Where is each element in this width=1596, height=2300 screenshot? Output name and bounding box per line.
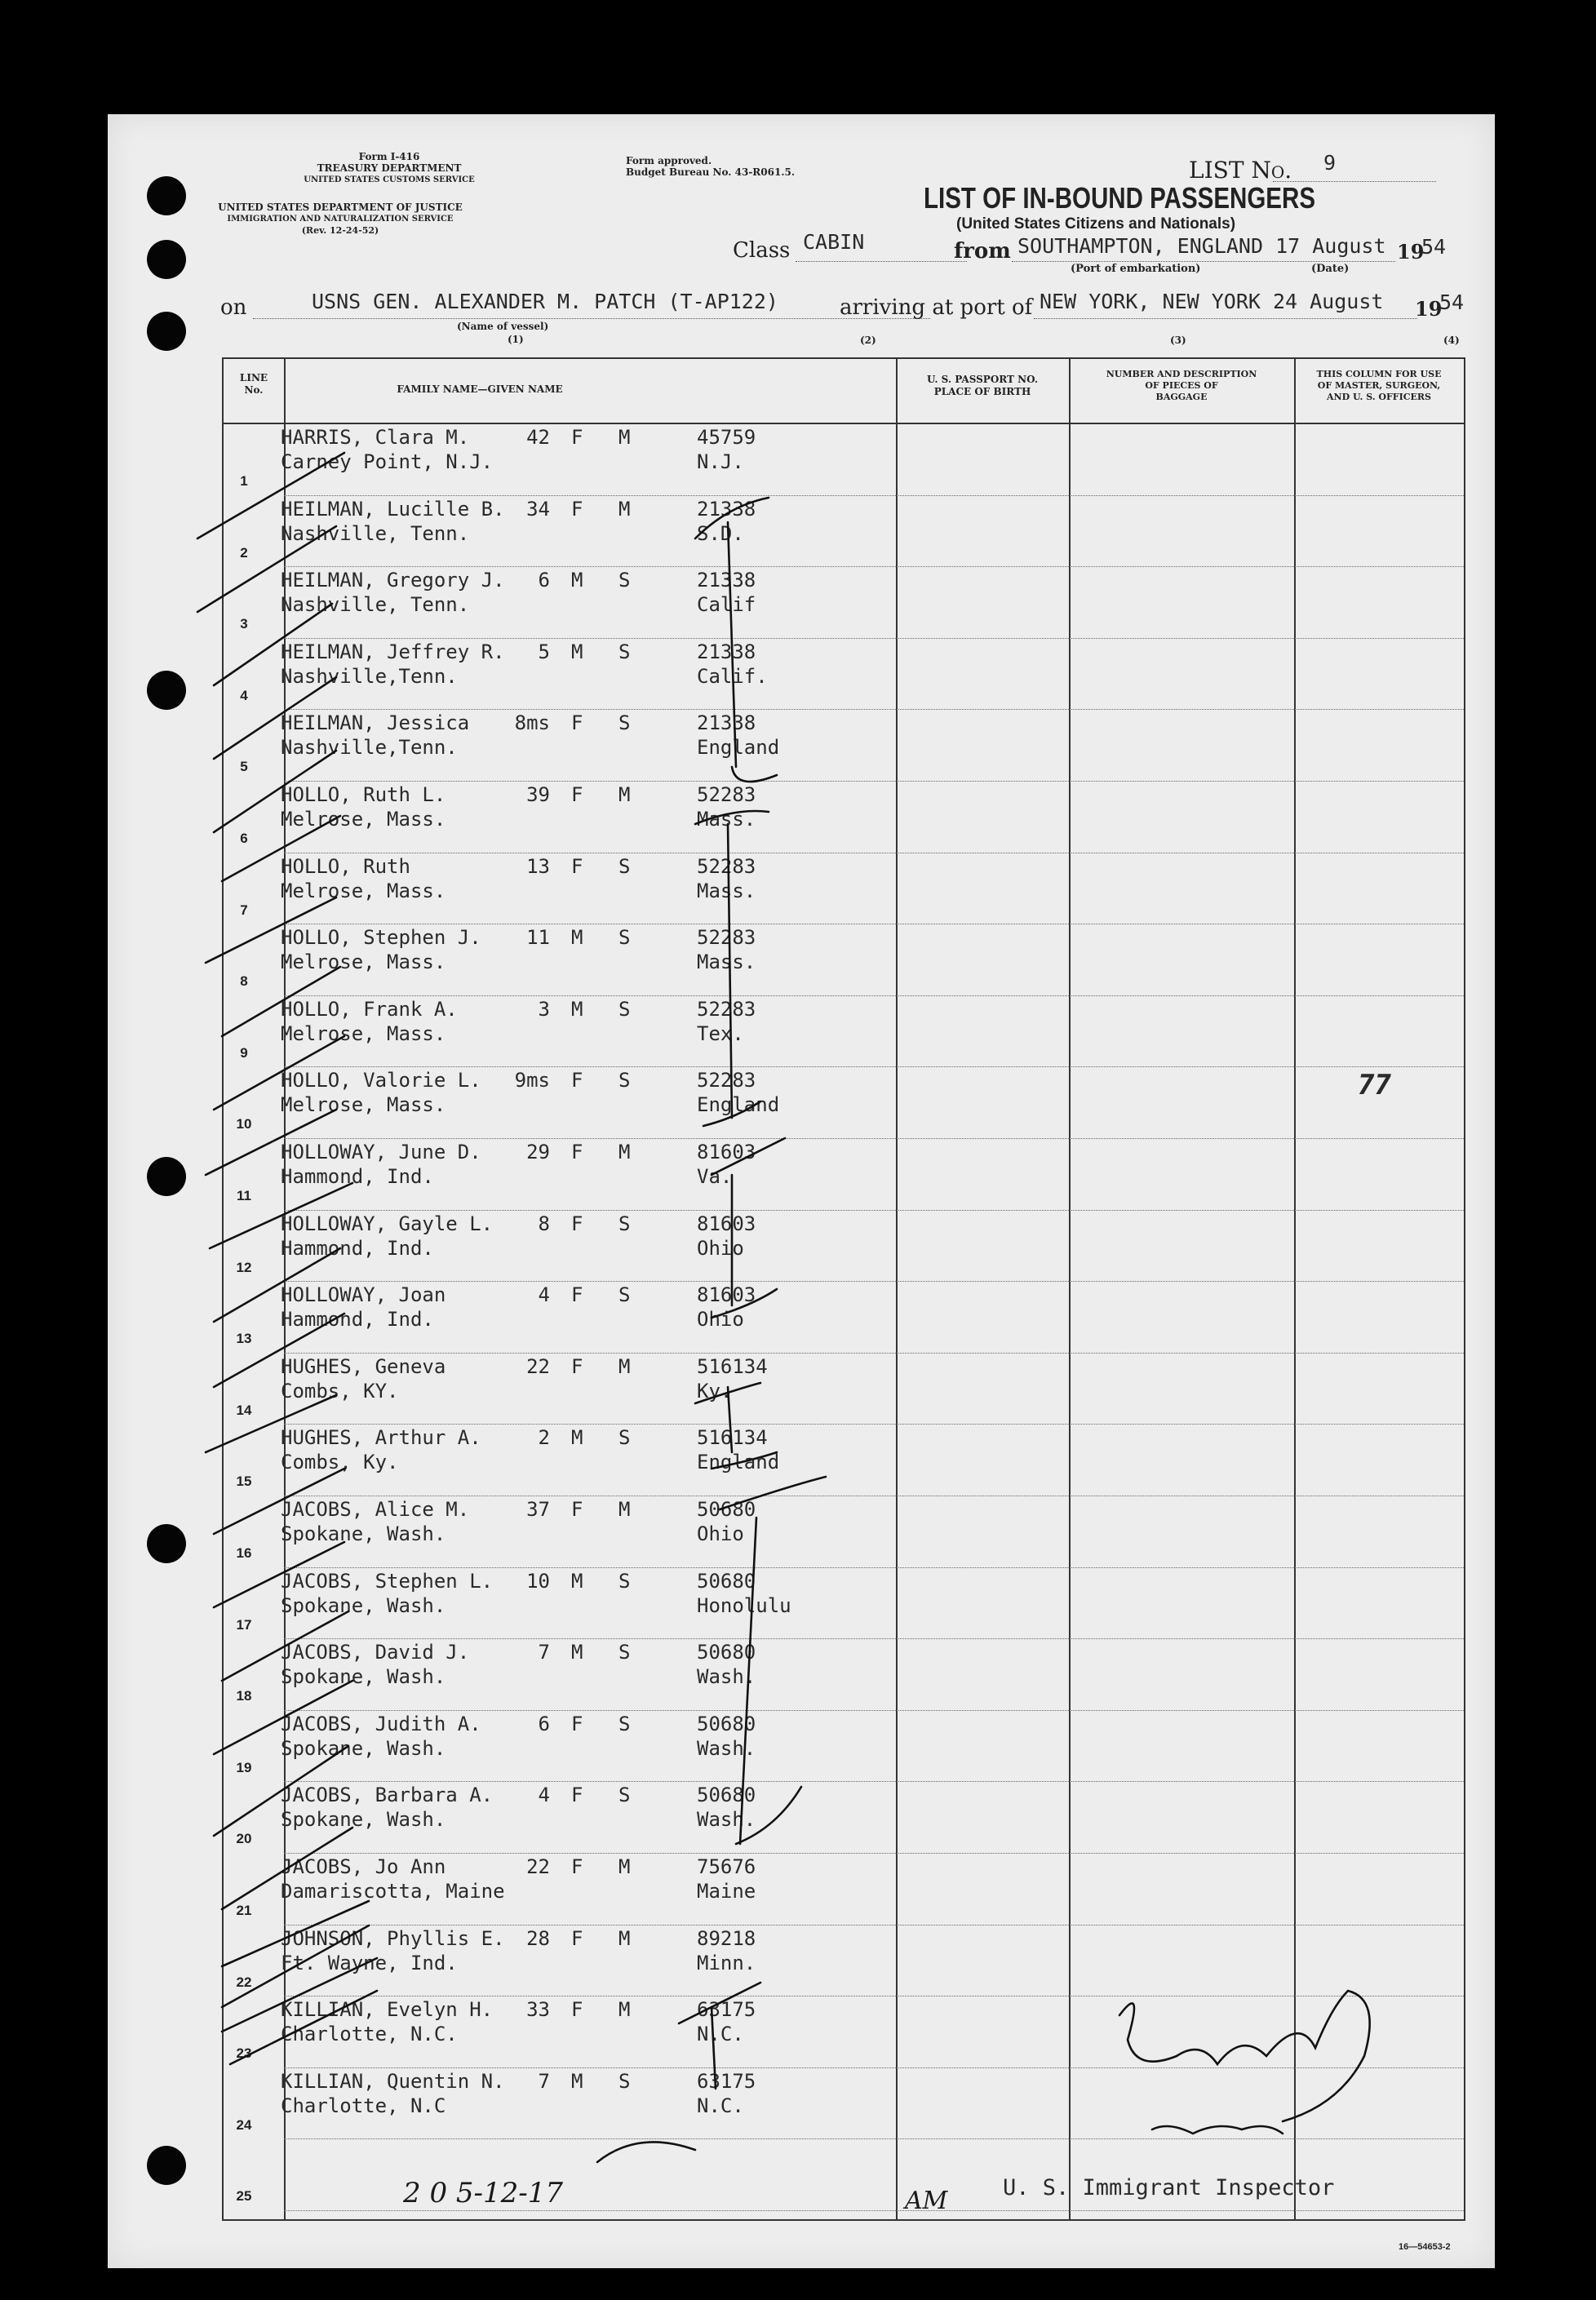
passenger-age: 11 (526, 926, 550, 950)
passenger-name: HOLLO, Ruth L. (281, 783, 446, 806)
passenger-age: 9ms (514, 1069, 550, 1092)
passenger-residence: Hammond, Ind. (281, 1308, 434, 1332)
line-number: 21 (236, 1903, 252, 1918)
passenger-name: KILLIAN, Evelyn H. (281, 1998, 494, 2022)
passenger-marital-status: S (618, 1212, 631, 1235)
passenger-residence: Spokane, Wash. (281, 1665, 446, 1689)
class-value: CABIN (803, 230, 865, 254)
passenger-age: 2 (538, 1426, 550, 1450)
passenger-sex: F (571, 1784, 583, 1807)
passenger-residence: Spokane, Wash. (281, 1593, 446, 1617)
passenger-marital-status: M (618, 1926, 631, 1950)
passenger-age: 10 (526, 1569, 550, 1593)
passenger-marital-status: S (618, 1712, 631, 1735)
revision-date: (Rev. 12-24-52) (301, 225, 379, 236)
passenger-sex: F (571, 1069, 583, 1092)
passenger-name: HOLLOWAY, Joan (281, 1283, 446, 1307)
vessel-caption: (Name of vessel) (457, 321, 549, 332)
line-number: 19 (236, 1759, 252, 1775)
passenger-age: 13 (526, 854, 550, 878)
arrival-value: NEW YORK, NEW YORK 24 August (1040, 290, 1384, 313)
passenger-name: KILLIAN, Quentin N. (281, 2069, 505, 2093)
passenger-name: HEILMAN, Jessica (281, 711, 470, 735)
place-of-birth: Mass. (697, 879, 756, 902)
passenger-marital-status: M (618, 497, 631, 521)
place-of-birth: England (697, 736, 780, 760)
passenger-marital-status: S (618, 1069, 631, 1092)
passenger-sex: F (571, 1998, 583, 2022)
place-of-birth: Honolulu (697, 1593, 791, 1617)
line-number: 9 (240, 1044, 248, 1061)
passport-number: 50680 (697, 1641, 756, 1664)
passenger-name: HOLLO, Stephen J. (281, 926, 481, 950)
passenger-residence: Hammond, Ind. (281, 1236, 434, 1260)
passenger-residence: Spokane, Wash. (281, 1736, 446, 1760)
ins-service: IMMIGRATION AND NATURALIZATION SERVICE (227, 215, 454, 224)
passenger-sex: M (571, 1426, 583, 1450)
passenger-residence: Damariscotta, Maine (281, 1880, 505, 1903)
line-number: 1 (240, 473, 248, 489)
line-number: 11 (237, 1188, 251, 1203)
line-number: 7 (240, 902, 248, 918)
passenger-name: HOLLO, Valorie L. (281, 1069, 481, 1092)
passport-number: 50680 (697, 1712, 756, 1735)
passenger-name: HUGHES, Arthur A. (281, 1426, 481, 1450)
passenger-age: 3 (538, 997, 550, 1021)
passenger-marital-status: S (618, 640, 631, 663)
passenger-residence: Combs, Ky. (281, 1451, 399, 1474)
passenger-residence: Melrose, Mass. (281, 808, 446, 831)
passenger-name: JACOBS, Alice M. (281, 1498, 470, 1521)
form-number: Form I-416 (358, 151, 420, 162)
line-number: 10 (236, 1116, 252, 1132)
passenger-age: 22 (526, 1354, 550, 1378)
place-of-birth: England (697, 1093, 780, 1117)
line-number: 2 (240, 544, 248, 561)
line-number: 23 (236, 2045, 252, 2062)
place-of-birth: S.D. (697, 521, 744, 545)
passport-number: 50680 (697, 1784, 756, 1807)
passenger-sex: F (571, 1712, 583, 1735)
date-caption: (Date) (1311, 263, 1350, 275)
place-of-birth: Tex. (697, 1021, 744, 1045)
budget-bureau: Budget Bureau No. 43-R061.5. (626, 166, 796, 178)
passenger-name: HOLLOWAY, Gayle L. (281, 1212, 494, 1235)
passenger-sex: F (571, 854, 583, 878)
passenger-name: JACOBS, Judith A. (281, 1712, 481, 1735)
passenger-marital-status: S (618, 569, 631, 592)
passenger-sex: F (571, 1926, 583, 1950)
customs-service: UNITED STATES CUSTOMS SERVICE (304, 175, 475, 184)
line-number: 18 (236, 1688, 252, 1704)
passenger-sex: F (571, 783, 583, 806)
col-line-no-header: LINE No. (239, 372, 268, 396)
passport-number: 81603 (697, 1283, 756, 1307)
passport-number: 52283 (697, 997, 756, 1021)
passenger-name: HARRIS, Clara M. (281, 426, 470, 449)
passenger-name: HOLLO, Ruth (281, 854, 410, 878)
place-of-birth: Ky. (697, 1379, 733, 1403)
passenger-sex: F (571, 426, 583, 449)
passenger-manifest-page (108, 114, 1495, 2268)
form-approved: Form approved. (626, 155, 712, 166)
document-title: LIST OF IN-BOUND PASSENGERS (924, 181, 1316, 215)
passport-number: 21338 (697, 497, 756, 521)
passenger-marital-status: S (618, 1283, 631, 1307)
passenger-age: 8ms (514, 711, 550, 735)
passenger-marital-status: S (618, 1784, 631, 1807)
passenger-marital-status: M (618, 1855, 631, 1878)
place-of-birth: Wash. (697, 1665, 756, 1689)
passenger-age: 39 (526, 783, 550, 806)
passenger-age: 22 (526, 1855, 550, 1878)
passenger-age: 29 (526, 1141, 550, 1163)
passenger-marital-status: S (618, 1426, 631, 1450)
passenger-name: JACOBS, Jo Ann (281, 1855, 446, 1878)
passenger-sex: F (571, 1212, 583, 1235)
line-number: 14 (236, 1402, 252, 1418)
col2-caption: (2) (860, 335, 876, 346)
passenger-residence: Melrose, Mass. (281, 1093, 446, 1117)
place-of-birth: N.C. (697, 2094, 744, 2117)
passenger-marital-status: M (618, 1141, 631, 1163)
passenger-name: HOLLOWAY, June D. (281, 1141, 481, 1163)
passenger-name: JACOBS, Stephen L. (281, 1569, 494, 1593)
passenger-residence: Charlotte, N.C. (281, 2023, 458, 2046)
line-number: 5 (240, 759, 248, 775)
col-officers-header: THIS COLUMN FOR USE OF MASTER, SURGEON, AND U. S. OFFICERS (1316, 369, 1442, 402)
passenger-residence: Combs, KY. (281, 1379, 399, 1403)
line-number: 16 (236, 1545, 252, 1561)
document-subtitle: (United States Citizens and Nationals) (956, 215, 1236, 233)
form-code: 16—54653-2 (1399, 2242, 1451, 2252)
passport-number: 21338 (697, 569, 756, 592)
passenger-sex: F (571, 1498, 583, 1521)
passenger-sex: M (571, 2069, 583, 2093)
passport-number: 50680 (697, 1569, 756, 1593)
inspector-stamp: U. S. Immigrant Inspector (1003, 2175, 1335, 2200)
passenger-marital-status: S (618, 854, 631, 878)
passport-number: 75676 (697, 1855, 756, 1878)
line-number: 25 (236, 2188, 252, 2205)
place-of-birth: Mass. (697, 951, 756, 974)
vessel-value: USNS GEN. ALEXANDER M. PATCH (T-AP122) (312, 290, 778, 313)
passenger-residence: Nashville, Tenn. (281, 521, 470, 545)
passenger-sex: F (571, 1141, 583, 1163)
passenger-name: HOLLO, Frank A. (281, 997, 458, 1021)
passport-number: 516134 (697, 1426, 768, 1450)
passenger-age: 4 (538, 1283, 550, 1307)
place-of-birth: Ohio (697, 1308, 744, 1332)
passenger-marital-status: S (618, 2069, 631, 2093)
passenger-residence: Melrose, Mass. (281, 1021, 446, 1045)
on-label: on (220, 295, 247, 320)
passport-number: 21338 (697, 640, 756, 663)
from-value: SOUTHAMPTON, ENGLAND 17 August (1017, 234, 1386, 258)
year-prefix: 19 (1397, 240, 1425, 264)
passenger-name: HEILMAN, Jeffrey R. (281, 640, 505, 663)
place-of-birth: Calif. (697, 664, 768, 688)
passport-number: 52283 (697, 926, 756, 950)
passenger-marital-status: M (618, 783, 631, 806)
passenger-residence: Charlotte, N.C (281, 2094, 446, 2117)
arriving-label: arriving at port of (840, 295, 1033, 320)
place-of-birth: Mass. (697, 808, 756, 831)
officer-mark: 77 (1358, 1069, 1391, 1101)
passenger-age: 34 (526, 497, 550, 521)
passenger-sex: F (571, 1354, 583, 1378)
passport-number: 45759 (697, 426, 756, 449)
line-number: 13 (236, 1331, 252, 1347)
place-of-birth: Minn. (697, 1951, 756, 1974)
passport-number: 63175 (697, 1998, 756, 2022)
line-number: 15 (236, 1474, 252, 1490)
passenger-marital-status: M (618, 1498, 631, 1521)
passenger-age: 28 (526, 1926, 550, 1950)
port-embark-caption: (Port of embarkation) (1071, 263, 1201, 275)
passenger-age: 33 (526, 1998, 550, 2022)
passenger-name: JOHNSON, Phyllis E. (281, 1926, 505, 1950)
place-of-birth: Wash. (697, 1736, 756, 1760)
passport-number: 52283 (697, 854, 756, 878)
passenger-age: 6 (538, 1712, 550, 1735)
passport-number: 516134 (697, 1354, 768, 1378)
passenger-sex: F (571, 497, 583, 521)
footer-handwritten-time: AM (905, 2187, 948, 2215)
passenger-sex: M (571, 569, 583, 592)
place-of-birth: Maine (697, 1880, 756, 1903)
col4-caption: (4) (1443, 335, 1460, 346)
passenger-marital-status: M (618, 426, 631, 449)
place-of-birth: Calif (697, 593, 756, 617)
place-of-birth: N.J. (697, 450, 744, 473)
line-number: 17 (236, 1616, 252, 1633)
passenger-marital-status: M (618, 1354, 631, 1378)
line-number: 8 (240, 973, 248, 990)
passport-number: 52283 (697, 783, 756, 806)
passenger-residence: Nashville, Tenn. (281, 593, 470, 617)
passenger-name: JACOBS, David J. (281, 1641, 470, 1664)
passenger-age: 42 (526, 426, 550, 449)
line-number: 6 (240, 831, 248, 846)
col-passport-header: U. S. PASSPORT NO. PLACE OF BIRTH (926, 374, 1039, 397)
passport-number: 52283 (697, 1069, 756, 1092)
passenger-marital-status: S (618, 997, 631, 1021)
passport-number: 21338 (697, 711, 756, 735)
place-of-birth: Va. (697, 1165, 733, 1188)
treasury-department: TREASURY DEPARTMENT (317, 162, 462, 174)
passenger-marital-status: S (618, 711, 631, 735)
passenger-residence: Spokane, Wash. (281, 1522, 446, 1545)
place-of-birth: Wash. (697, 1808, 756, 1832)
col-baggage-header: NUMBER AND DESCRIPTION OF PIECES OF BAGGAGE (1106, 369, 1257, 402)
passenger-residence: Melrose, Mass. (281, 879, 446, 902)
passenger-sex: F (571, 1855, 583, 1878)
passenger-marital-status: M (618, 1998, 631, 2022)
passport-number: 50680 (697, 1498, 756, 1521)
line-number: 22 (236, 1974, 252, 1990)
passenger-name: HUGHES, Geneva (281, 1354, 446, 1378)
passenger-residence: Nashville,Tenn. (281, 736, 458, 760)
passenger-sex: M (571, 997, 583, 1021)
passenger-sex: F (571, 1283, 583, 1307)
passenger-name: JACOBS, Barbara A. (281, 1784, 494, 1807)
year-value: 54 (1421, 235, 1447, 259)
department-of-justice: UNITED STATES DEPARTMENT OF JUSTICE (218, 202, 463, 213)
col-family-name-header: FAMILY NAME—GIVEN NAME (397, 383, 563, 395)
passenger-age: 7 (538, 2069, 550, 2093)
passport-number: 63175 (697, 2069, 756, 2093)
list-no-value: 9 (1323, 151, 1337, 175)
passenger-age: 8 (538, 1212, 550, 1235)
line-number: 3 (240, 616, 248, 632)
passenger-residence: Hammond, Ind. (281, 1165, 434, 1188)
line-number: 4 (240, 687, 248, 703)
passenger-marital-status: S (618, 1641, 631, 1664)
passenger-residence: Ft. Wayne, Ind. (281, 1951, 458, 1974)
class-label: Class (733, 238, 791, 263)
passenger-marital-status: S (618, 1569, 631, 1593)
passport-number: 89218 (697, 1926, 756, 1950)
passenger-sex: M (571, 926, 583, 950)
passenger-residence: Spokane, Wash. (281, 1808, 446, 1832)
binder-hole (16, 114, 54, 152)
passport-number: 81603 (697, 1212, 756, 1235)
passenger-residence: Carney Point, N.J. (281, 450, 494, 473)
place-of-birth: N.C. (697, 2023, 744, 2046)
passenger-residence: Melrose, Mass. (281, 951, 446, 974)
passport-number: 81603 (697, 1141, 756, 1163)
handwritten-check-marks (108, 114, 1495, 2268)
passenger-residence: Nashville,Tenn. (281, 664, 458, 688)
passenger-age: 6 (538, 569, 550, 592)
passenger-name: HEILMAN, Lucille B. (281, 497, 505, 521)
passenger-age: 4 (538, 1784, 550, 1807)
passenger-age: 7 (538, 1641, 550, 1664)
line-number: 20 (236, 1831, 252, 1847)
passenger-sex: M (571, 1641, 583, 1664)
col3-caption: (3) (1170, 335, 1186, 346)
place-of-birth: England (697, 1451, 780, 1474)
passenger-sex: M (571, 640, 583, 663)
line-number: 24 (236, 2116, 252, 2133)
list-no-label: LIST No. (1189, 157, 1292, 184)
from-label: from (954, 239, 1011, 264)
arrival-year-value: 54 (1439, 290, 1465, 314)
arrival-year-prefix: 19 (1415, 297, 1443, 321)
place-of-birth: Ohio (697, 1236, 744, 1260)
passenger-age: 37 (526, 1498, 550, 1521)
passenger-sex: F (571, 711, 583, 735)
footer-handwritten-number: 2 0 5-12-17 (403, 2177, 564, 2209)
passenger-marital-status: S (618, 926, 631, 950)
place-of-birth: Ohio (697, 1522, 744, 1545)
passenger-age: 5 (538, 640, 550, 663)
passenger-sex: M (571, 1569, 583, 1593)
line-number: 12 (236, 1259, 252, 1275)
passenger-name: HEILMAN, Gregory J. (281, 569, 505, 592)
col1-caption: (1) (508, 334, 524, 345)
